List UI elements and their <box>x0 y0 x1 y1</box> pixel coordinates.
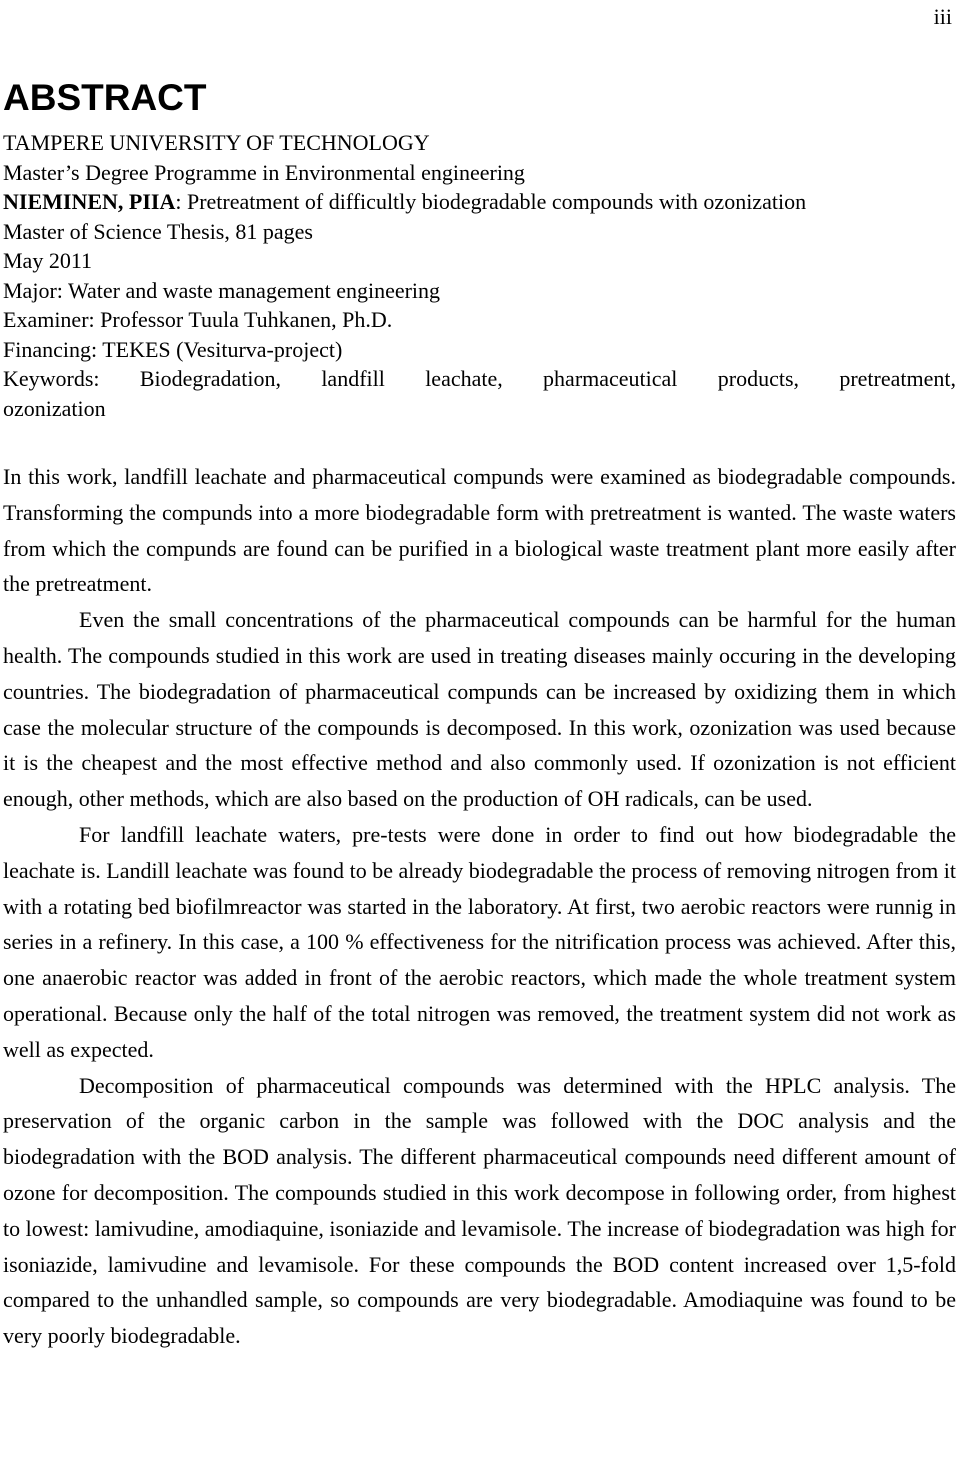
abstract-heading: ABSTRACT <box>3 77 207 118</box>
financing: Financing: TEKES (Vesiturva-project) <box>3 336 343 362</box>
abstract-paragraph-4: Decomposition of pharmaceutical compounds was determined with the HPLC analysis. The preservation of the organic carbon in the sample was followed with the DOC analysis and the biodegradation with the BOD analysis. The different pharmaceutical compounds need different amount of ozone for decomposition. The compounds studied in this work decompose in following order, from highest to lowest: lamivudine, amodiaquine, isoniazide and levamisole. The increase of biodegradation was high for isoniazide, lamivudine and levamisole. For these compounds the BOD content increased over 1,5-fold compared to the unhandled sample, so compounds are very biodegradable. Amodiaquine was found to be very poorly biodegradable. <box>3 1072 956 1349</box>
keywords-line-1: Keywords: Biodegradation, landfill leachate, pharmaceutical products, pretreatment, <box>3 366 956 391</box>
abstract-paragraph-3: For landfill leachate waters, pre-tests were done in order to find out how biodegradable the leachate is. Landill leachate was found to be already biodegradable the process of removing nitrogen from it with a rotating bed biofilmreactor was started in the laboratory. At first, two aerobic reactors were runnig in series in a refinery. In this case, a 100 % effectiveness for the nitrification process was achieved. After this, one anaerobic reactor was added in front of the aerobic reactors, which made the whole treatment system operational. Because only the half of the total nitrogen was removed, the treatment system did not work as well as expected. <box>3 821 956 1062</box>
examiner: Examiner: Professor Tuula Tuhkanen, Ph.D. <box>3 307 393 332</box>
thesis-type: Master of Science Thesis, 81 pages <box>3 218 313 244</box>
page-number: iii <box>933 4 952 29</box>
author-and-title <box>3 187 956 217</box>
keywords-line-2: ozonization <box>3 395 106 421</box>
university-name: TAMPERE UNIVERSITY OF TECHNOLOGY <box>3 130 430 155</box>
major: Major: Water and waste management engineering <box>3 277 441 303</box>
thesis-title: : Pretreatment of difficultly biodegradable compounds with ozonization <box>175 189 807 214</box>
thesis-date: May 2011 <box>3 248 93 273</box>
author-name: NIEMINEN, PIIA <box>3 189 176 214</box>
thesis-metadata <box>3 128 956 423</box>
abstract-paragraph-1: In this work, landfill leachate and pharmaceutical compunds were examined as biodegradable compounds. Transforming the compunds into a more biodegradable form with pretreatment is wanted. The waste waters from which the compunds are found can be purified in a biological waste treatment plant more easily after the pretreatment. <box>3 464 956 597</box>
abstract-paragraph-2: Even the small concentrations of the pharmaceutical compounds can be harmful for the human health. The compounds studied in this work are used in treating diseases mainly occuring in the developing countries. The biodegradation of pharmaceutical compunds can be increased by oxidizing them in which case the molecular structure of the compounds is decomposed. In this work, ozonization was used because it is the cheapest and the most effective method and also commonly used. If ozonization is not efficient enough, other methods, which are also based on the production of OH radicals, can be used. <box>3 607 956 812</box>
degree-programme: Master’s Degree Programme in Environmental engineering <box>3 159 525 185</box>
abstract-body <box>3 459 956 1354</box>
